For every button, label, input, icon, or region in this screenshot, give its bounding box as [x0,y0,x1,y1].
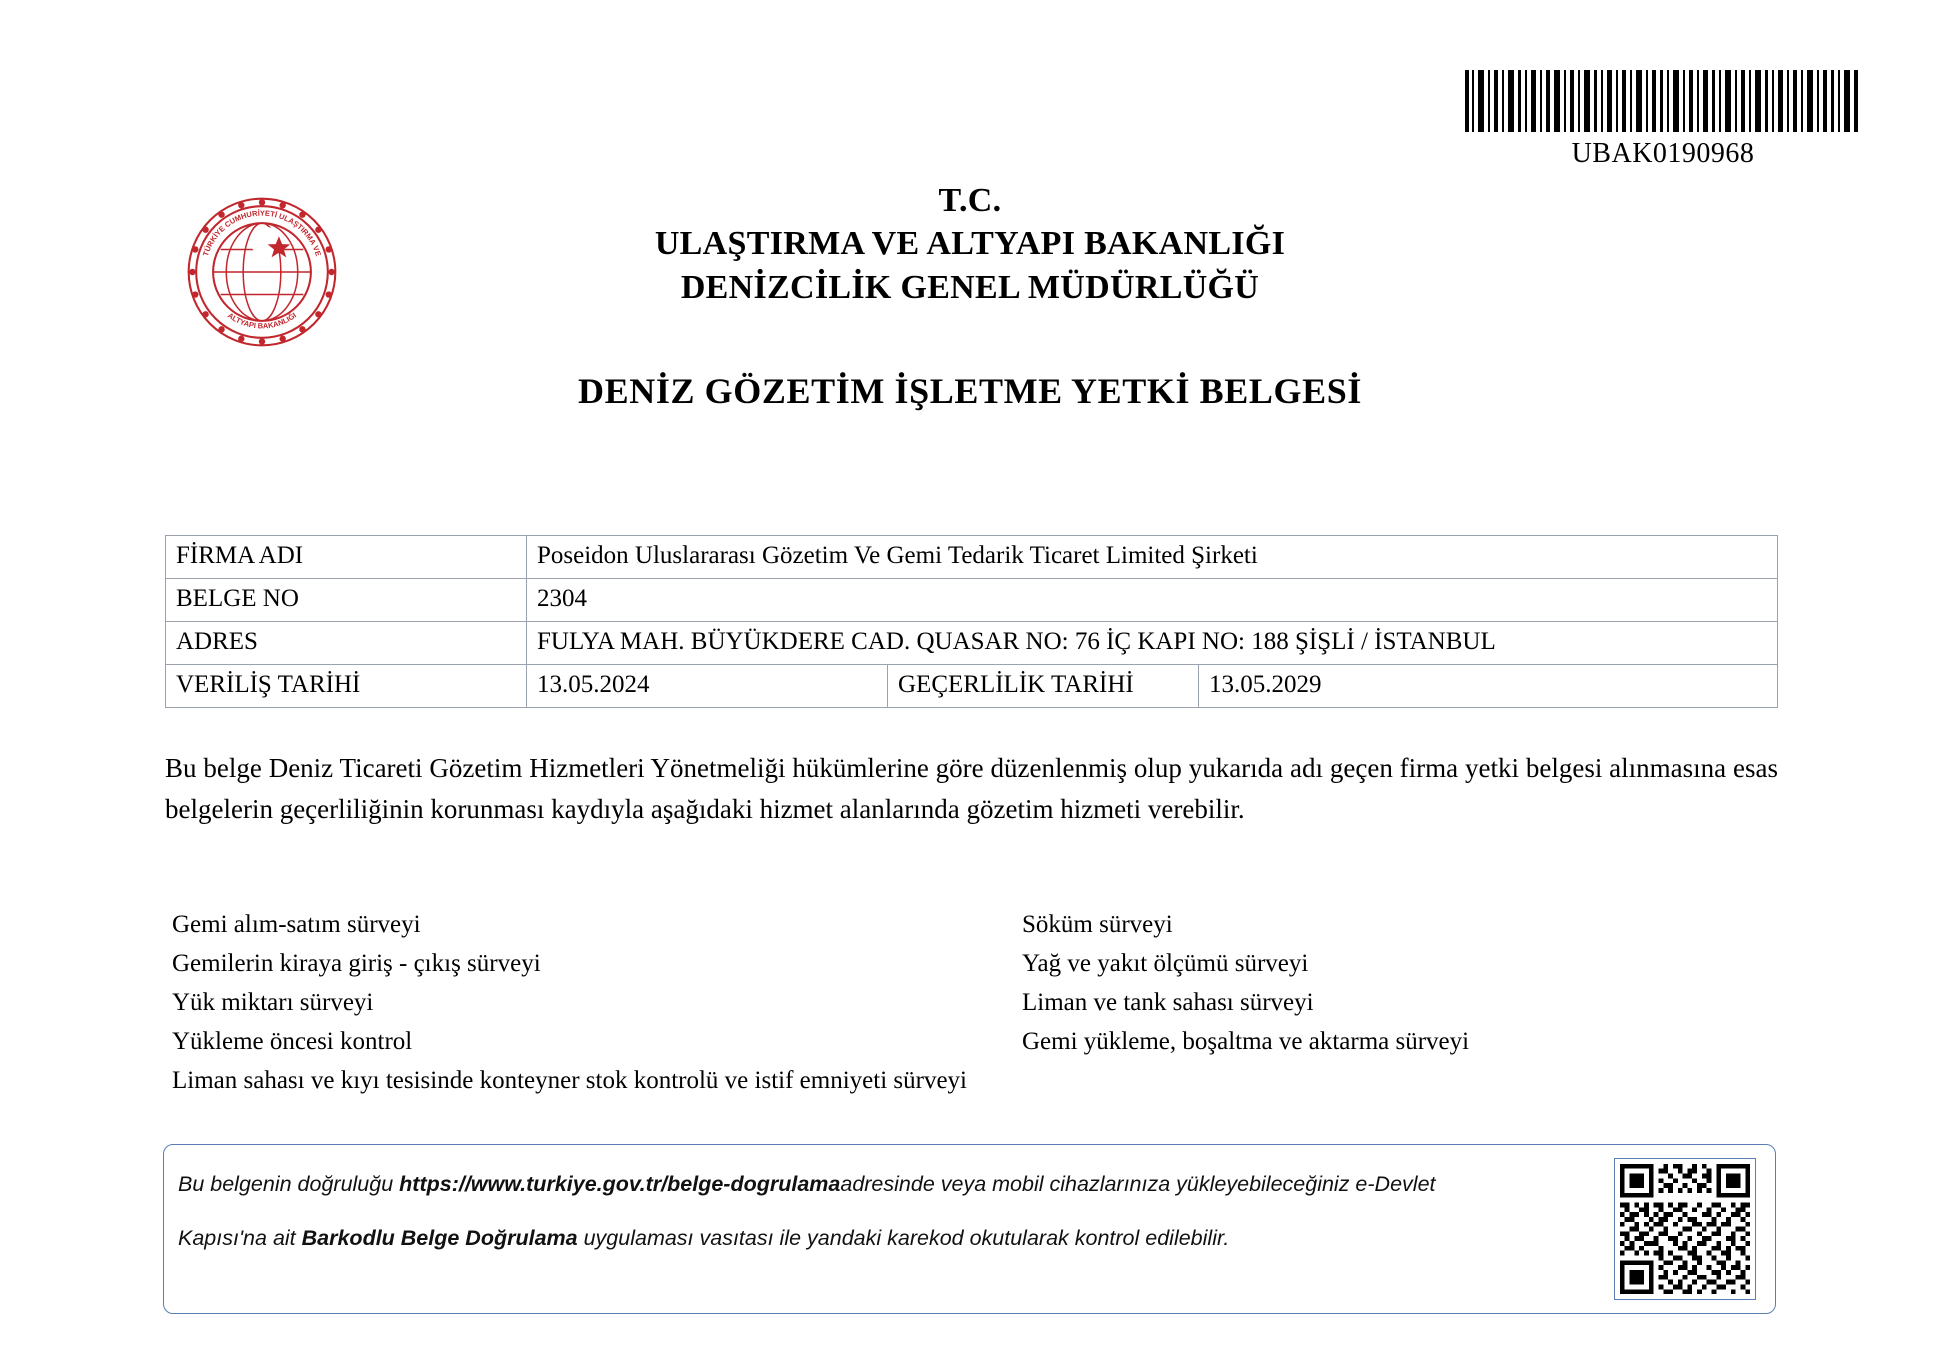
table-row [166,579,1778,622]
list-item: Söküm sürveyi [1022,911,1173,938]
verilis-tarihi-label: VERİLİŞ TARİHİ [166,665,527,708]
table-row [166,536,1778,579]
list-item: Gemilerin kiraya giriş - çıkış sürveyi [172,950,541,977]
header-line-ministry: ULAŞTIRMA VE ALTYAPI BAKANLIĞI [654,225,1286,262]
republic-of-turkiye-emblem-icon [168,178,356,366]
verification-app-name: Barkodlu Belge Doğrulama [301,1226,578,1250]
list-item: Yük miktarı sürveyi [172,989,374,1016]
verify-text-2: adresinde veya mobil cihazlarınıza yükleyebileceğiniz e-Devlet [840,1172,1436,1196]
list-item: Liman ve tank sahası sürveyi [1022,989,1314,1016]
svg-text:ALTYAPI BAKANLIĞI: ALTYAPI BAKANLIĞI [226,310,298,331]
header-line-tc: T.C. [938,182,1002,219]
verilis-tarihi-value: 13.05.2024 [527,665,888,708]
belge-no-value: 2304 [527,579,1778,622]
adres-value: FULYA MAH. BÜYÜKDERE CAD. QUASAR NO: 76 İÇ KAPI NO: 188 ŞİŞLİ / İSTANBUL [527,622,1778,665]
table-row [166,622,1778,665]
service-column-left [172,905,1022,1100]
gecerlilik-tarihi-value: 13.05.2029 [1199,665,1778,708]
verify-text-3: Kapısı'na ait [178,1226,302,1250]
page-title: DENİZ GÖZETİM İŞLETME YETKİ BELGESİ [578,371,1362,411]
barcode-image [1463,70,1863,132]
verification-text-row2 [178,1214,1638,1262]
list-item: Yağ ve yakıt ölçümü sürveyi [1022,950,1309,977]
svg-text:TÜRKİYE CUMHURİYETİ ULAŞTIRMA: TÜRKİYE CUMHURİYETİ ULAŞTIRMA VE [201,208,323,258]
adres-label: ADRES [166,622,527,665]
list-item: Gemi yükleme, boşaltma ve aktarma sürveyi [1022,1028,1470,1055]
verification-text [178,1160,1638,1262]
verification-url[interactable]: https://www.turkiye.gov.tr/belge-dogrulama [399,1172,841,1196]
document-code: UBAK0190968 [1571,138,1755,169]
firma-adi-value: Poseidon Uluslararası Gözetim Ve Gemi Tedarik Ticaret Limited Şirketi [527,536,1778,579]
certificate-statement: Bu belge Deniz Ticareti Gözetim Hizmetleri Yönetmeliği hükümlerine göre düzenlenmiş olup yukarıda adı geçen firma yetki belgesi alınmasına esas belgelerin geçerliliğinin korunması kaydıyla aşağıdaki hizmet alanlarında gözetim hizmeti verebilir. [165,753,1778,824]
service-column-right [1022,905,1722,1061]
list-item: Yükleme öncesi kontrol [172,1028,413,1055]
verify-text-1: Bu belgenin doğruluğu [178,1172,400,1196]
firma-adi-label: FİRMA ADI [166,536,527,579]
list-item: Liman sahası ve kıyı tesisinde konteyner stok kontrolü ve istif emniyeti sürveyi [172,1067,967,1094]
list-item: Gemi alım-satım sürveyi [172,911,421,938]
document-header [400,180,1540,310]
verify-text-4: uygulaması vasıtası ile yandaki karekod okutularak kontrol edilebilir. [577,1226,1230,1250]
gecerlilik-tarihi-label: GEÇERLİLİK TARİHİ [888,665,1199,708]
belge-no-label: BELGE NO [166,579,527,622]
barcode-block [1463,70,1863,170]
table-row [166,665,1778,708]
certificate-info-table [165,535,1778,708]
header-line-directorate: DENİZCİLİK GENEL MÜDÜRLÜĞÜ [680,269,1260,306]
